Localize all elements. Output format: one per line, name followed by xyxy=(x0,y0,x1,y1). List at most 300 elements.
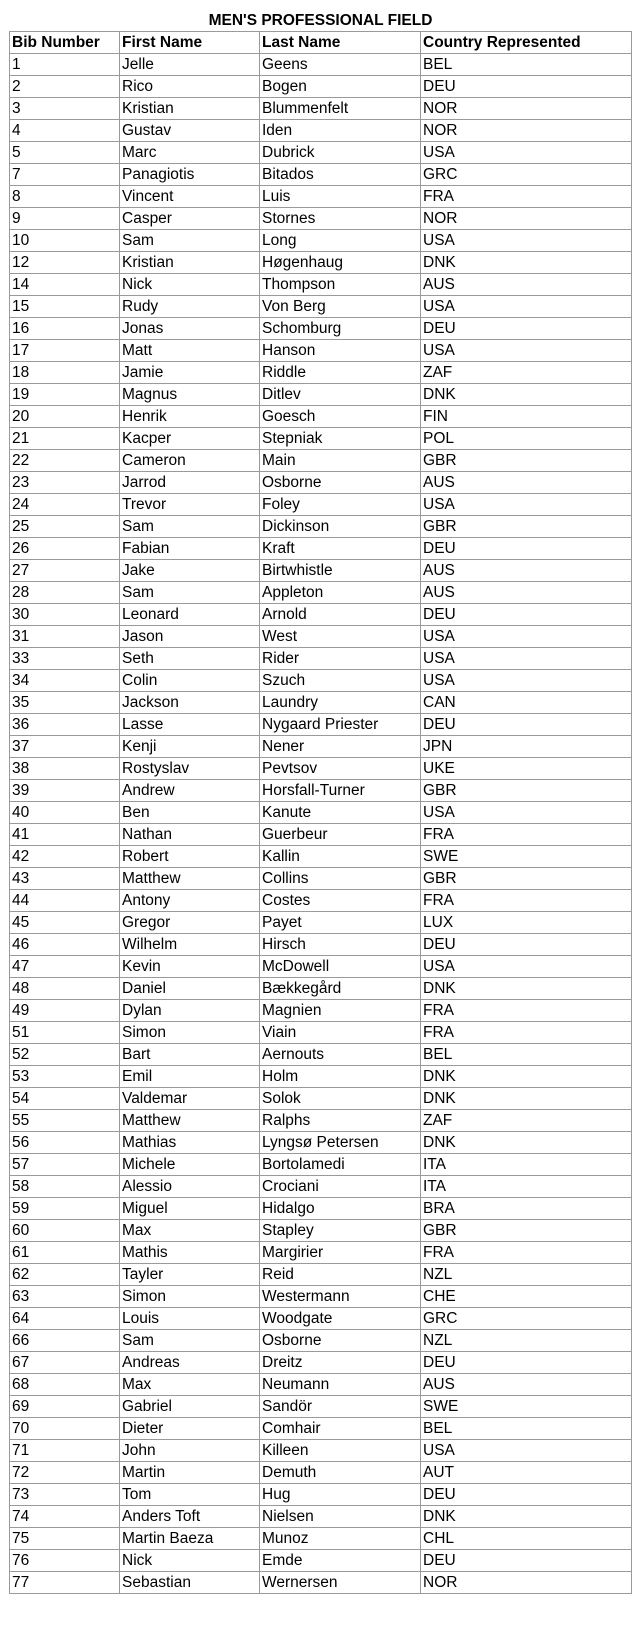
last-name-cell: Luis xyxy=(260,186,421,208)
first-name-cell: Anders Toft xyxy=(120,1506,260,1528)
header-country: Country Represented xyxy=(421,32,632,54)
last-name-cell: Rider xyxy=(260,648,421,670)
bib-number-cell: 37 xyxy=(10,736,120,758)
header-bib-number: Bib Number xyxy=(10,32,120,54)
last-name-cell: Arnold xyxy=(260,604,421,626)
bib-number-cell: 67 xyxy=(10,1352,120,1374)
bib-number-cell: 45 xyxy=(10,912,120,934)
first-name-cell: Antony xyxy=(120,890,260,912)
table-row xyxy=(10,1484,632,1506)
last-name-cell: Viain xyxy=(260,1022,421,1044)
bib-number-cell: 9 xyxy=(10,208,120,230)
first-name-cell: Alessio xyxy=(120,1176,260,1198)
bib-number-cell: 16 xyxy=(10,318,120,340)
country-cell: NOR xyxy=(421,208,632,230)
first-name-cell: Louis xyxy=(120,1308,260,1330)
table-row xyxy=(10,406,632,428)
country-cell: DNK xyxy=(421,978,632,1000)
last-name-cell: Emde xyxy=(260,1550,421,1572)
last-name-cell: Horsfall-Turner xyxy=(260,780,421,802)
first-name-cell: Daniel xyxy=(120,978,260,1000)
last-name-cell: Payet xyxy=(260,912,421,934)
first-name-cell: Max xyxy=(120,1374,260,1396)
first-name-cell: Jarrod xyxy=(120,472,260,494)
first-name-cell: Kristian xyxy=(120,252,260,274)
table-row xyxy=(10,186,632,208)
last-name-cell: McDowell xyxy=(260,956,421,978)
table-row xyxy=(10,956,632,978)
bib-number-cell: 56 xyxy=(10,1132,120,1154)
last-name-cell: Dreitz xyxy=(260,1352,421,1374)
bib-number-cell: 73 xyxy=(10,1484,120,1506)
bib-number-cell: 18 xyxy=(10,362,120,384)
bib-number-cell: 52 xyxy=(10,1044,120,1066)
country-cell: SWE xyxy=(421,846,632,868)
bib-number-cell: 71 xyxy=(10,1440,120,1462)
first-name-cell: Robert xyxy=(120,846,260,868)
last-name-cell: Margirier xyxy=(260,1242,421,1264)
country-cell: USA xyxy=(421,626,632,648)
last-name-cell: Hirsch xyxy=(260,934,421,956)
country-cell: DEU xyxy=(421,714,632,736)
last-name-cell: Osborne xyxy=(260,1330,421,1352)
table-row xyxy=(10,648,632,670)
first-name-cell: Ben xyxy=(120,802,260,824)
bib-number-cell: 49 xyxy=(10,1000,120,1022)
bib-number-cell: 23 xyxy=(10,472,120,494)
bib-number-cell: 30 xyxy=(10,604,120,626)
bib-number-cell: 40 xyxy=(10,802,120,824)
table-row xyxy=(10,538,632,560)
table-row xyxy=(10,1506,632,1528)
country-cell: NZL xyxy=(421,1330,632,1352)
first-name-cell: Cameron xyxy=(120,450,260,472)
country-cell: BEL xyxy=(421,1044,632,1066)
last-name-cell: Nielsen xyxy=(260,1506,421,1528)
bib-number-cell: 12 xyxy=(10,252,120,274)
header-row xyxy=(10,32,632,54)
last-name-cell: Westermann xyxy=(260,1286,421,1308)
bib-number-cell: 26 xyxy=(10,538,120,560)
country-cell: NOR xyxy=(421,98,632,120)
bib-number-cell: 15 xyxy=(10,296,120,318)
table-row xyxy=(10,824,632,846)
first-name-cell: Henrik xyxy=(120,406,260,428)
table-row xyxy=(10,890,632,912)
first-name-cell: Matthew xyxy=(120,1110,260,1132)
last-name-cell: Bogen xyxy=(260,76,421,98)
bib-number-cell: 33 xyxy=(10,648,120,670)
first-name-cell: Matthew xyxy=(120,868,260,890)
last-name-cell: Iden xyxy=(260,120,421,142)
first-name-cell: Gustav xyxy=(120,120,260,142)
last-name-cell: Ditlev xyxy=(260,384,421,406)
table-row xyxy=(10,846,632,868)
last-name-cell: Høgenhaug xyxy=(260,252,421,274)
table-row xyxy=(10,252,632,274)
table-row xyxy=(10,54,632,76)
first-name-cell: Magnus xyxy=(120,384,260,406)
country-cell: DEU xyxy=(421,76,632,98)
first-name-cell: Martin Baeza xyxy=(120,1528,260,1550)
country-cell: GRC xyxy=(421,164,632,186)
last-name-cell: Guerbeur xyxy=(260,824,421,846)
table-row xyxy=(10,516,632,538)
table-row xyxy=(10,736,632,758)
bib-number-cell: 53 xyxy=(10,1066,120,1088)
table-row xyxy=(10,802,632,824)
last-name-cell: Riddle xyxy=(260,362,421,384)
bib-number-cell: 14 xyxy=(10,274,120,296)
table-title: MEN'S PROFESSIONAL FIELD xyxy=(10,10,632,32)
table-row xyxy=(10,1022,632,1044)
first-name-cell: Kristian xyxy=(120,98,260,120)
country-cell: DNK xyxy=(421,252,632,274)
bib-number-cell: 3 xyxy=(10,98,120,120)
bib-number-cell: 22 xyxy=(10,450,120,472)
first-name-cell: Colin xyxy=(120,670,260,692)
first-name-cell: Mathis xyxy=(120,1242,260,1264)
bib-number-cell: 1 xyxy=(10,54,120,76)
country-cell: USA xyxy=(421,956,632,978)
country-cell: AUS xyxy=(421,1374,632,1396)
bib-number-cell: 21 xyxy=(10,428,120,450)
first-name-cell: Jason xyxy=(120,626,260,648)
table-row xyxy=(10,318,632,340)
first-name-cell: Fabian xyxy=(120,538,260,560)
table-row xyxy=(10,1242,632,1264)
first-name-cell: Michele xyxy=(120,1154,260,1176)
table-row xyxy=(10,1110,632,1132)
country-cell: DEU xyxy=(421,1352,632,1374)
last-name-cell: Laundry xyxy=(260,692,421,714)
bib-number-cell: 66 xyxy=(10,1330,120,1352)
last-name-cell: Collins xyxy=(260,868,421,890)
table-row xyxy=(10,120,632,142)
table-row xyxy=(10,1286,632,1308)
last-name-cell: Stepniak xyxy=(260,428,421,450)
table-row xyxy=(10,98,632,120)
first-name-cell: Tayler xyxy=(120,1264,260,1286)
first-name-cell: Sam xyxy=(120,582,260,604)
table-row xyxy=(10,472,632,494)
country-cell: DNK xyxy=(421,1506,632,1528)
start-list-table xyxy=(9,9,632,1594)
first-name-cell: Rico xyxy=(120,76,260,98)
last-name-cell: Nygaard Priester xyxy=(260,714,421,736)
bib-number-cell: 64 xyxy=(10,1308,120,1330)
last-name-cell: Kraft xyxy=(260,538,421,560)
table-row xyxy=(10,76,632,98)
first-name-cell: Casper xyxy=(120,208,260,230)
first-name-cell: Valdemar xyxy=(120,1088,260,1110)
last-name-cell: Appleton xyxy=(260,582,421,604)
country-cell: AUS xyxy=(421,560,632,582)
bib-number-cell: 77 xyxy=(10,1572,120,1594)
table-row xyxy=(10,1066,632,1088)
title-row xyxy=(10,10,632,32)
first-name-cell: Tom xyxy=(120,1484,260,1506)
country-cell: DNK xyxy=(421,384,632,406)
table-row xyxy=(10,1044,632,1066)
last-name-cell: Neumann xyxy=(260,1374,421,1396)
bib-number-cell: 54 xyxy=(10,1088,120,1110)
table-row xyxy=(10,1308,632,1330)
last-name-cell: Hug xyxy=(260,1484,421,1506)
bib-number-cell: 41 xyxy=(10,824,120,846)
first-name-cell: Matt xyxy=(120,340,260,362)
table-row xyxy=(10,230,632,252)
bib-number-cell: 38 xyxy=(10,758,120,780)
first-name-cell: Rudy xyxy=(120,296,260,318)
table-row xyxy=(10,626,632,648)
last-name-cell: Crociani xyxy=(260,1176,421,1198)
country-cell: USA xyxy=(421,648,632,670)
table-row xyxy=(10,758,632,780)
table-row xyxy=(10,604,632,626)
last-name-cell: Costes xyxy=(260,890,421,912)
last-name-cell: Nener xyxy=(260,736,421,758)
last-name-cell: Lyngsø Petersen xyxy=(260,1132,421,1154)
table-row xyxy=(10,1418,632,1440)
country-cell: NOR xyxy=(421,1572,632,1594)
country-cell: CHE xyxy=(421,1286,632,1308)
bib-number-cell: 46 xyxy=(10,934,120,956)
country-cell: GBR xyxy=(421,868,632,890)
bib-number-cell: 35 xyxy=(10,692,120,714)
header-first-name: First Name xyxy=(120,32,260,54)
bib-number-cell: 59 xyxy=(10,1198,120,1220)
bib-number-cell: 72 xyxy=(10,1462,120,1484)
first-name-cell: Jake xyxy=(120,560,260,582)
first-name-cell: Sebastian xyxy=(120,1572,260,1594)
first-name-cell: Kacper xyxy=(120,428,260,450)
bib-number-cell: 60 xyxy=(10,1220,120,1242)
last-name-cell: Hidalgo xyxy=(260,1198,421,1220)
country-cell: ITA xyxy=(421,1154,632,1176)
table-row xyxy=(10,384,632,406)
country-cell: FRA xyxy=(421,1000,632,1022)
table-row xyxy=(10,1264,632,1286)
bib-number-cell: 44 xyxy=(10,890,120,912)
last-name-cell: Long xyxy=(260,230,421,252)
table-row xyxy=(10,274,632,296)
country-cell: FRA xyxy=(421,824,632,846)
last-name-cell: Szuch xyxy=(260,670,421,692)
bib-number-cell: 25 xyxy=(10,516,120,538)
table-row xyxy=(10,208,632,230)
country-cell: CAN xyxy=(421,692,632,714)
country-cell: GBR xyxy=(421,450,632,472)
country-cell: DEU xyxy=(421,538,632,560)
country-cell: ZAF xyxy=(421,362,632,384)
first-name-cell: Lasse xyxy=(120,714,260,736)
last-name-cell: Stornes xyxy=(260,208,421,230)
table-row xyxy=(10,1220,632,1242)
last-name-cell: Magnien xyxy=(260,1000,421,1022)
bib-number-cell: 75 xyxy=(10,1528,120,1550)
first-name-cell: Seth xyxy=(120,648,260,670)
country-cell: POL xyxy=(421,428,632,450)
first-name-cell: Sam xyxy=(120,516,260,538)
table-row xyxy=(10,868,632,890)
country-cell: USA xyxy=(421,802,632,824)
first-name-cell: Jelle xyxy=(120,54,260,76)
country-cell: DNK xyxy=(421,1132,632,1154)
table-row xyxy=(10,560,632,582)
last-name-cell: Wernersen xyxy=(260,1572,421,1594)
country-cell: DEU xyxy=(421,604,632,626)
table-row xyxy=(10,1528,632,1550)
bib-number-cell: 5 xyxy=(10,142,120,164)
last-name-cell: Demuth xyxy=(260,1462,421,1484)
last-name-cell: Foley xyxy=(260,494,421,516)
country-cell: FRA xyxy=(421,1242,632,1264)
last-name-cell: Ralphs xyxy=(260,1110,421,1132)
table-row xyxy=(10,142,632,164)
last-name-cell: Killeen xyxy=(260,1440,421,1462)
last-name-cell: Reid xyxy=(260,1264,421,1286)
table-row xyxy=(10,912,632,934)
table-row xyxy=(10,1352,632,1374)
country-cell: USA xyxy=(421,296,632,318)
table-row xyxy=(10,978,632,1000)
bib-number-cell: 34 xyxy=(10,670,120,692)
table-row xyxy=(10,296,632,318)
country-cell: LUX xyxy=(421,912,632,934)
country-cell: NZL xyxy=(421,1264,632,1286)
country-cell: AUS xyxy=(421,472,632,494)
country-cell: DEU xyxy=(421,318,632,340)
bib-number-cell: 69 xyxy=(10,1396,120,1418)
last-name-cell: Bortolamedi xyxy=(260,1154,421,1176)
first-name-cell: Panagiotis xyxy=(120,164,260,186)
table-row xyxy=(10,714,632,736)
first-name-cell: Nathan xyxy=(120,824,260,846)
bib-number-cell: 76 xyxy=(10,1550,120,1572)
country-cell: UKE xyxy=(421,758,632,780)
table-row xyxy=(10,780,632,802)
country-cell: USA xyxy=(421,340,632,362)
country-cell: CHL xyxy=(421,1528,632,1550)
country-cell: GRC xyxy=(421,1308,632,1330)
bib-number-cell: 39 xyxy=(10,780,120,802)
table-row xyxy=(10,1198,632,1220)
country-cell: DEU xyxy=(421,934,632,956)
first-name-cell: Dieter xyxy=(120,1418,260,1440)
first-name-cell: Kevin xyxy=(120,956,260,978)
table-row xyxy=(10,934,632,956)
first-name-cell: Mathias xyxy=(120,1132,260,1154)
table-row xyxy=(10,1550,632,1572)
last-name-cell: Pevtsov xyxy=(260,758,421,780)
last-name-cell: Main xyxy=(260,450,421,472)
bib-number-cell: 68 xyxy=(10,1374,120,1396)
first-name-cell: Gregor xyxy=(120,912,260,934)
bib-number-cell: 7 xyxy=(10,164,120,186)
table-row xyxy=(10,1330,632,1352)
table-row xyxy=(10,1440,632,1462)
first-name-cell: Martin xyxy=(120,1462,260,1484)
bib-number-cell: 62 xyxy=(10,1264,120,1286)
last-name-cell: Munoz xyxy=(260,1528,421,1550)
bib-number-cell: 43 xyxy=(10,868,120,890)
first-name-cell: Jackson xyxy=(120,692,260,714)
first-name-cell: Bart xyxy=(120,1044,260,1066)
country-cell: GBR xyxy=(421,516,632,538)
country-cell: AUT xyxy=(421,1462,632,1484)
last-name-cell: Aernouts xyxy=(260,1044,421,1066)
bib-number-cell: 51 xyxy=(10,1022,120,1044)
table-row xyxy=(10,1572,632,1594)
first-name-cell: Max xyxy=(120,1220,260,1242)
first-name-cell: Gabriel xyxy=(120,1396,260,1418)
last-name-cell: Geens xyxy=(260,54,421,76)
bib-number-cell: 17 xyxy=(10,340,120,362)
country-cell: DNK xyxy=(421,1066,632,1088)
first-name-cell: Andrew xyxy=(120,780,260,802)
bib-number-cell: 36 xyxy=(10,714,120,736)
bib-number-cell: 8 xyxy=(10,186,120,208)
last-name-cell: Dubrick xyxy=(260,142,421,164)
table-row xyxy=(10,362,632,384)
bib-number-cell: 74 xyxy=(10,1506,120,1528)
country-cell: FRA xyxy=(421,186,632,208)
last-name-cell: Dickinson xyxy=(260,516,421,538)
table-row xyxy=(10,1462,632,1484)
table-row xyxy=(10,1154,632,1176)
header-last-name: Last Name xyxy=(260,32,421,54)
country-cell: FIN xyxy=(421,406,632,428)
bib-number-cell: 27 xyxy=(10,560,120,582)
first-name-cell: Leonard xyxy=(120,604,260,626)
table-row xyxy=(10,1088,632,1110)
country-cell: BEL xyxy=(421,54,632,76)
country-cell: USA xyxy=(421,1440,632,1462)
table-row xyxy=(10,340,632,362)
country-cell: USA xyxy=(421,494,632,516)
last-name-cell: Goesch xyxy=(260,406,421,428)
country-cell: FRA xyxy=(421,1022,632,1044)
last-name-cell: Birtwhistle xyxy=(260,560,421,582)
bib-number-cell: 28 xyxy=(10,582,120,604)
bib-number-cell: 19 xyxy=(10,384,120,406)
first-name-cell: Kenji xyxy=(120,736,260,758)
first-name-cell: Andreas xyxy=(120,1352,260,1374)
table-row xyxy=(10,1000,632,1022)
last-name-cell: Comhair xyxy=(260,1418,421,1440)
country-cell: USA xyxy=(421,670,632,692)
first-name-cell: John xyxy=(120,1440,260,1462)
bib-number-cell: 48 xyxy=(10,978,120,1000)
bib-number-cell: 31 xyxy=(10,626,120,648)
last-name-cell: Thompson xyxy=(260,274,421,296)
bib-number-cell: 42 xyxy=(10,846,120,868)
last-name-cell: Kallin xyxy=(260,846,421,868)
first-name-cell: Nick xyxy=(120,274,260,296)
last-name-cell: Stapley xyxy=(260,1220,421,1242)
first-name-cell: Emil xyxy=(120,1066,260,1088)
bib-number-cell: 58 xyxy=(10,1176,120,1198)
bib-number-cell: 20 xyxy=(10,406,120,428)
bib-number-cell: 55 xyxy=(10,1110,120,1132)
country-cell: BRA xyxy=(421,1198,632,1220)
first-name-cell: Rostyslav xyxy=(120,758,260,780)
country-cell: AUS xyxy=(421,582,632,604)
bib-number-cell: 63 xyxy=(10,1286,120,1308)
last-name-cell: Schomburg xyxy=(260,318,421,340)
first-name-cell: Miguel xyxy=(120,1198,260,1220)
